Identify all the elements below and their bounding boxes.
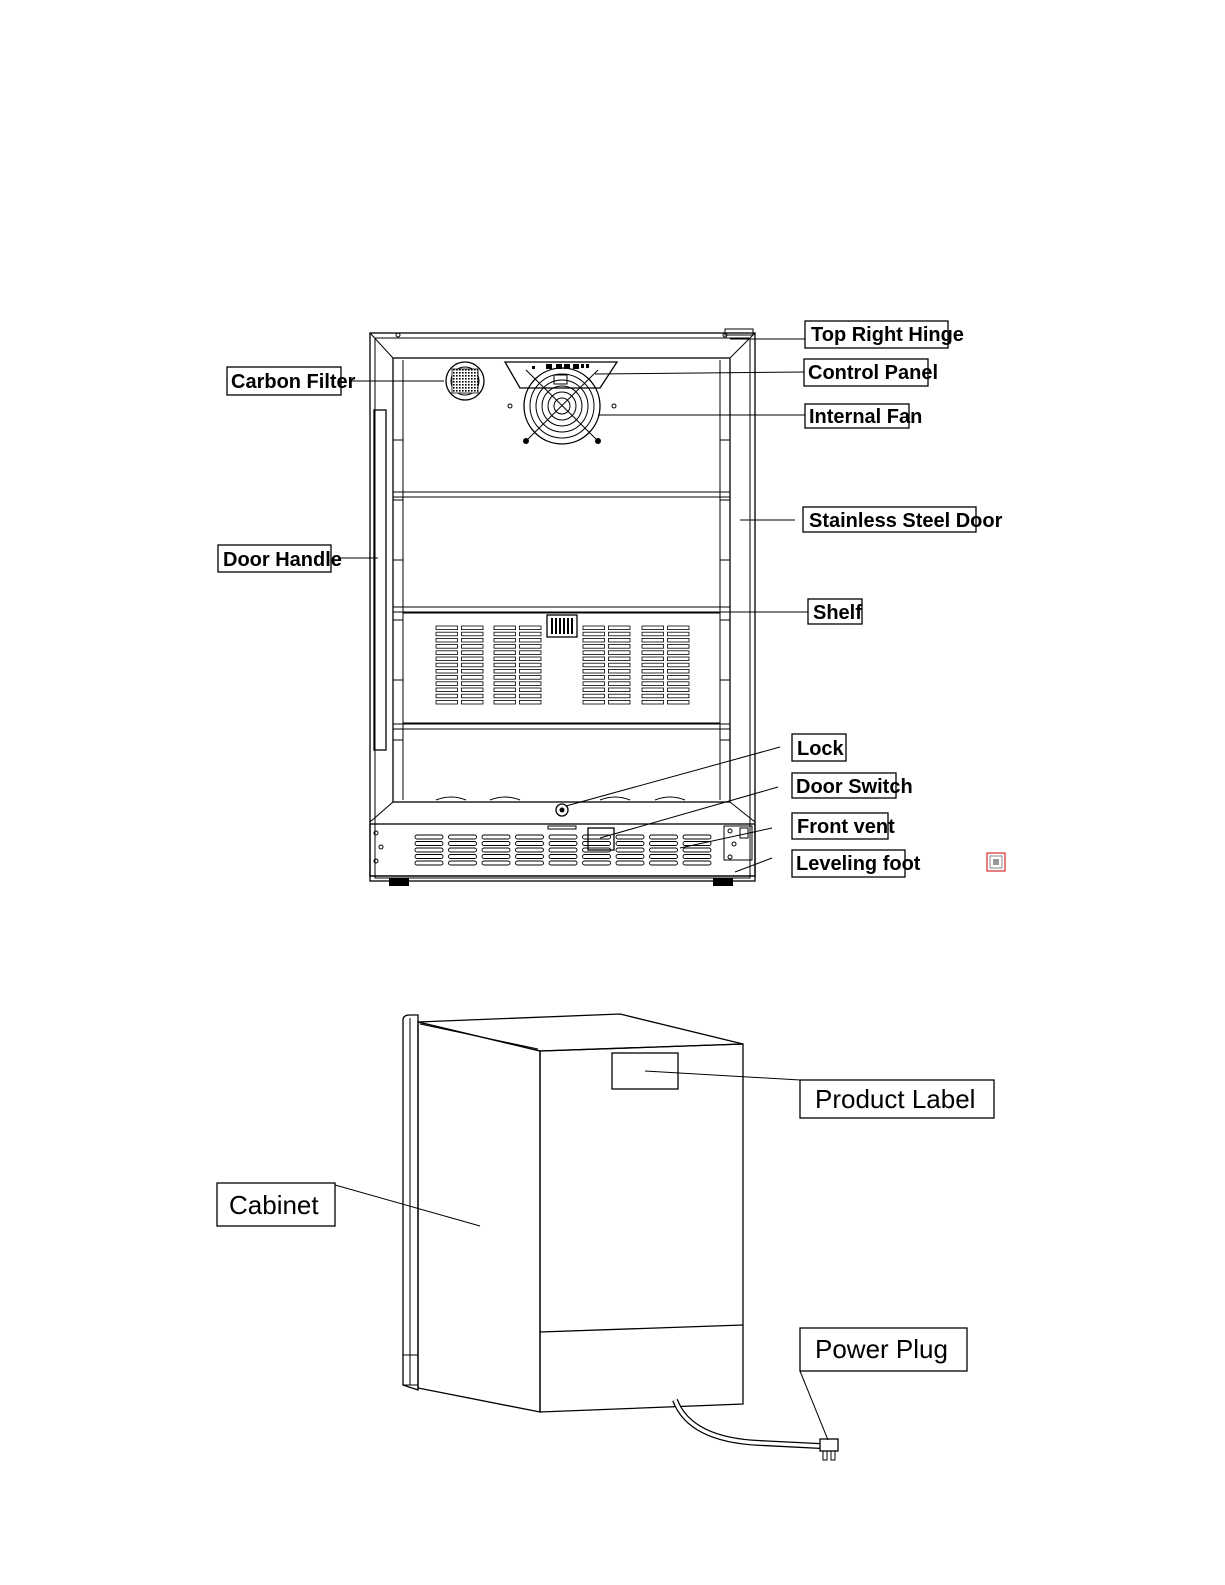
cabinet-side <box>418 1022 540 1412</box>
label-lock <box>792 734 846 761</box>
svg-text:Shelf: Shelf <box>813 602 862 624</box>
front-view-drawing <box>338 329 808 886</box>
svg-text:Internal Fan: Internal Fan <box>809 406 923 428</box>
leveling-foot-right <box>713 878 733 886</box>
label-leveling-foot <box>792 850 921 877</box>
front-vent-panel <box>370 824 755 876</box>
svg-text:Control Panel: Control Panel <box>808 362 939 384</box>
cabinet-back <box>540 1044 743 1412</box>
label-shelf <box>808 599 862 624</box>
carbon-filter <box>446 362 484 400</box>
svg-text:Product Label: Product Label <box>815 1084 976 1114</box>
svg-text:Power Plug: Power Plug <box>815 1334 948 1364</box>
svg-text:Top Right Hinge: Top Right Hinge <box>811 324 964 346</box>
svg-text:Lock: Lock <box>797 738 844 760</box>
svg-text:Front vent: Front vent <box>797 816 895 838</box>
svg-text:Door Switch: Door Switch <box>796 776 913 798</box>
shelf-2 <box>393 607 730 612</box>
label-carbon-filter <box>227 367 356 395</box>
internal-fan <box>508 368 616 444</box>
shelf-1 <box>393 492 730 497</box>
power-cord <box>675 1400 820 1446</box>
label-stainless-steel-door <box>803 507 1003 532</box>
door-handle <box>374 410 386 750</box>
svg-text:Door Handle: Door Handle <box>223 549 342 571</box>
shelf-3 <box>393 724 730 729</box>
label-product-label <box>800 1080 994 1118</box>
svg-text:Stainless Steel Door: Stainless Steel Door <box>809 510 1003 532</box>
document-icon <box>987 853 1005 871</box>
svg-text:Cabinet: Cabinet <box>229 1190 319 1220</box>
rear-view-drawing <box>335 1014 838 1460</box>
label-internal-fan <box>805 404 922 428</box>
hinge-top <box>725 329 753 335</box>
glass-window <box>393 358 730 802</box>
label-door-handle <box>218 545 342 572</box>
svg-text:Carbon Filter: Carbon Filter <box>231 371 356 393</box>
label-cabinet <box>217 1183 335 1226</box>
label-power-plug <box>800 1328 967 1371</box>
label-top-right-hinge <box>805 321 964 348</box>
leveling-foot-left <box>389 878 409 886</box>
label-control-panel <box>804 359 938 386</box>
label-front-vent <box>792 813 895 839</box>
svg-text:Leveling foot: Leveling foot <box>796 853 921 875</box>
power-plug <box>820 1439 838 1451</box>
label-door-switch <box>792 773 913 798</box>
